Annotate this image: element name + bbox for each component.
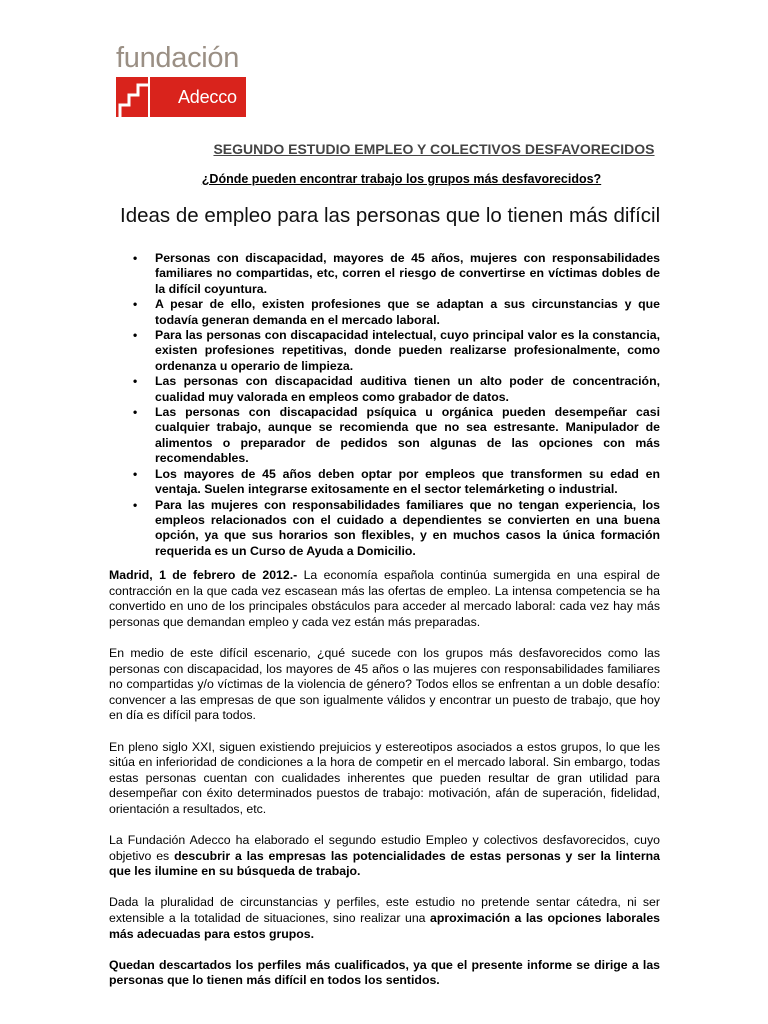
fundacion-adecco-logo xyxy=(108,40,248,120)
paragraph-emphasis: descubrir a las empresas las potencialidades de estas personas y ser la linterna que les ilumine en su búsqueda de trabajo. xyxy=(109,848,660,879)
key-points-list xyxy=(133,251,660,559)
study-title: SEGUNDO ESTUDIO EMPLEO Y COLECTIVOS DESFAVORECIDOS xyxy=(213,141,655,157)
paragraph-emphasis: aproximación a las opciones laborales más adecuadas para estos grupos. xyxy=(109,911,661,941)
paragraph-emphasis: Quedan descartados los perfiles más cualificados, ya que el presente informe se dirige a las personas que lo tienen más difícil en todos los sentidos. xyxy=(109,957,660,988)
list-item: • A pesar de ello, existen profesiones que se adaptan a sus circunstancias y que todavía generan demanda en el mercado laboral. xyxy=(133,297,660,328)
logo-stair-mark-icon xyxy=(116,77,148,117)
dateline: Madrid, 1 de febrero de 2012.- xyxy=(109,568,298,582)
list-item: • Para las personas con discapacidad intelectual, cuyo principal valor es la constancia, existen profesiones repetitivas, donde pueden realizarse profesionalmente, como ordenanza u operario de limpieza. xyxy=(133,328,660,374)
logo-wordmark: fundación xyxy=(116,42,240,74)
question-subtitle: ¿Dónde pueden encontrar trabajo los grupos más desfavorecidos? xyxy=(201,172,602,186)
paragraph-text: La Fundación Adecco ha elaborado el segundo estudio Empleo y colectivos desfavorecidos, cuyo objetivo es xyxy=(109,833,660,863)
paragraph-text: La economía española continúa sumergida en una espiral de contracción en la que cada vez escasean más las ofertas de empleo. La intensa competencia se ha convertido en uno de los principales obstáculos para acceder al mercado laboral: cada vez hay más personas que demandan empleo y cada vez están más preparadas. xyxy=(109,568,660,629)
list-item: • Las personas con discapacidad psíquica u orgánica pueden desempeñar casi cualquier trabajo, aunque se recomienda que no sea estresante. Manipulador de alimentos o preparador de pedidos son algunas de las opciones con más recomendables. xyxy=(133,405,660,467)
paragraph xyxy=(109,568,660,630)
list-item: • Los mayores de 45 años deben optar por empleos que transformen su edad en ventaja. Suelen integrarse exitosamente en el sector telemárketing o industrial. xyxy=(133,467,660,498)
list-item: • Personas con discapacidad, mayores de 45 años, mujeres con responsabilidades familiares no compartidas, etc, corren el riesgo de convertirse en víctimas dobles de la difícil coyuntura. xyxy=(133,251,660,297)
headline: Ideas de empleo para las personas que lo tienen más difícil xyxy=(120,204,661,227)
paragraph xyxy=(109,895,660,942)
logo-brand-box xyxy=(150,77,246,117)
logo-brand-text: Adecco xyxy=(178,87,237,107)
paragraph: En pleno siglo XXI, siguen existiendo prejuicios y estereotipos asociados a estos grupos, lo que les sitúa en inferioridad de condiciones a la hora de competir en el mercado laboral. Sin embargo, todas estas personas cuentan con cualidades inherentes que pueden resultar de gran utilidad para desempeñar con éxito determinados puestos de trabajo: motivación, afán de superación, fidelidad, orientación a resultados, etc. xyxy=(109,739,660,816)
paragraph xyxy=(109,833,660,880)
list-item: • Las personas con discapacidad auditiva tienen un alto poder de concentración, cualidad muy valorada en empleos como grabador de datos. xyxy=(133,374,660,405)
paragraph-text: Dada la pluralidad de circunstancias y perfiles, este estudio no pretende sentar cátedra, ni ser extensible a la totalidad de situaciones, sino realizar una xyxy=(109,895,660,926)
paragraph xyxy=(109,958,660,989)
paragraph: En medio de este difícil escenario, ¿qué sucede con los grupos más desfavorecidos como las personas con discapacidad, los mayores de 45 años o las mujeres con responsabilidades familiares no compartidas y/o víctimas de la violencia de género? Todos ellos se enfrentan a un doble desafío: convencer a las empresas de que son igualmente válidos y encontrar un puesto de trabajo, que hoy en día es difícil para todos. xyxy=(109,645,660,723)
article-body xyxy=(109,568,660,1005)
list-item: • Para las mujeres con responsabilidades familiares que no tengan experiencia, los empleos relacionados con el cuidado a dependientes se convierten en una buena opción, ya que sus horarios son flexibles, y en muchos casos la única formación requerida es un Curso de Ayuda a Domicilio. xyxy=(133,498,660,560)
